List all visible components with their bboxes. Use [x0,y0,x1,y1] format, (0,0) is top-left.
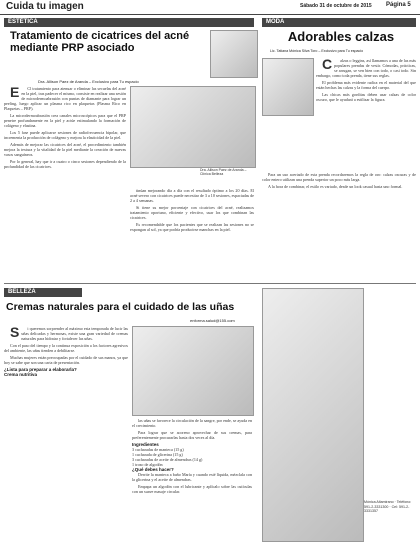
face-illustration [130,86,256,168]
dropcap: E [10,86,20,100]
article-column-5 [4,326,128,540]
section-divider [4,283,416,284]
ingredient-item: 3 cucharadas de manteca (15 g) [132,447,184,452]
author-email: enforma.salud@155.com [190,318,235,323]
article-column-4 [262,172,416,282]
article-title-cremas: Cremas naturales para el cuidado de las uñas [6,301,235,313]
paragraph: Derrite la manteca a baño María y cuando esté líquida, mézclala con la glicerina y el aceite de almendras. [132,472,252,482]
paragraph: i queremos sorprender al máximo esta temporada de lucir las uñas delicadas y hermosas, existe una gran variedad de cremas naturales para hidratar y fortalecer las uñas. [21,326,128,341]
paragraph: A la hora de combinar, el estilo es variado, desde un look casual hasta uno formal. [268,184,403,189]
paragraph: Además de mejorar las cicatrices del acné, el procedimiento también mejora la textura y la vitalidad de la piel mediante la creación de nuevas vasos sanguíneos. [4,142,126,157]
section-label-estetica: ESTÉTICA [4,18,254,27]
photo-caption-acne: Dra. Allison Paez de Aranda – Clínica Belleza [200,168,247,176]
section-label-belleza: BELLEZA [4,288,82,297]
paragraph: Si tiene su mejor porcentaje con cicatrices del acné, realizamos tratamiento oportuno, eficiente y efectivo, usar los que combinan las cicatrices. [130,205,254,220]
article-column-6 [132,418,252,540]
subheading: Crema nutritiva [4,372,38,377]
cream-jars-photo [132,326,254,416]
paragraph: El problema más evidente radica en el material del que están hechas las calzas y la forma del cuerpo. [316,80,416,90]
model-photo [262,288,364,542]
model-caption: Mónica Altamirano · Teléfono: 591-2-3331300 · Cel: 591-2-3331357 [364,500,412,513]
paragraph: tinúan mejorando día a día con el resultado óptimo a los 20 días. El acné severo con cicatrices puede necesitar de 3 a 10 sesiones, espaciadas de 2 a 4 semanas. [130,188,254,203]
section-label-moda: MODA [262,18,416,27]
ingredient-item: 1 cucharada de glicerina (15 g) [132,452,183,457]
dropcap: S [10,326,20,340]
portrait-photo [210,30,258,78]
article-byline-calzas: Lic. Tatiana Mónica Silva Toro – Exclusivo para Tu espacio [270,49,364,53]
ingredients-heading: Ingredientes [132,442,159,447]
ingredient-item: 3 cucharadas de aceite de almendras (14 g) [132,457,203,462]
paragraph: Por lo general, hay que ir a cuatro o cinco sesiones dependiendo de la profundidad de las cicatrices. [4,159,126,169]
paragraph: Para un uso acertado de esta prenda recordaremos la regla de oro: calzas oscuras y de color entero utilizan una prenda superior un poco más larga. [262,172,416,182]
article-title-acne: Tratamiento de cicatrices del acné mediante PRP asociado [10,30,190,54]
dropcap: C [322,58,333,72]
paragraph: Con el paso del tiempo y la continua exposición a los factores agresivos del ambiente, las uñas tienden a debilitarse. [4,343,128,353]
article-column-2 [130,188,254,273]
legs-photo [262,58,314,116]
paragraph: alzas o leggins, así llamamos a una de las más populares prendas de vestir. Cómodas, prácticas, se arrugan, se ven bien con todo, o casi todo. Sin embargo, como toda prenda, tiene sus reglas. [316,58,416,78]
issue-date: Sábado 31 de octubre de 2015 [300,3,372,9]
page-number: Página 5 [386,2,411,8]
article-column-3 [316,58,416,170]
paragraph: Las chicas más gorditas deben usar calzas de color oscuro, que le ayudará a estilizar la figura. [316,92,416,102]
section-title: Cuida tu imagen [6,1,84,12]
paragraph: las uñas se favorece la circulación de la sangre, por ende, se ayuda en el crecimiento. [132,418,252,428]
subheading: ¿Lista para preparar a elaborarla? [4,367,77,372]
paragraph: Para lograr que se acoreno aprovechar de sus cremas, para preferentemente procurarlas hasta dos veces al día. [132,430,252,440]
article-byline-acne: Dra. Allison Paez de Aranda – Exclusivo para Tu espacio [38,79,139,84]
article-title-calzas: Adorables calzas [287,29,395,44]
paragraph: Empapa un algodón con el lubricante y aplícalo sobre las cutículas con un suave masaje circular. [132,484,252,494]
paragraph: Muchas mujeres están preocupadas por el cuidado de sus manos, ya que hoy se sabe que son una carta de presentación. [4,355,128,365]
page-header [0,0,420,15]
subheading: ¿Qué debes hacer? [132,467,174,472]
paragraph: La microdermoabrasión crea canales microscópicos para que el PRP penetre profundamente en la piel y actúe estimulando la formación de colágeno y elastina. [4,113,126,128]
paragraph: Cl tratamiento para atenuar o eliminar las secuelas del acné en la piel, tras padecer el mismo, consiste en realizar una sesión de microdermoabrasión con puntas de diamante para lograr un peeling, luego aplicar un plasma rico en plaquetas (Plasma Rico en Plaquetas – PRP). [4,86,126,111]
paragraph: Es recomendable que los pacientes que se realizan las sesiones no se expongan al sol, ya que podría producirse manchas en la piel. [130,222,254,232]
article-column-1 [4,86,126,276]
ingredient-item: 1 trozo de algodón [132,462,163,467]
paragraph: Los 5 fase puede aplicarse sesiones de radiofrecuencia bipolar, que incrementa la producción de colágeno y mejora la elasticidad de la piel. [4,130,126,140]
